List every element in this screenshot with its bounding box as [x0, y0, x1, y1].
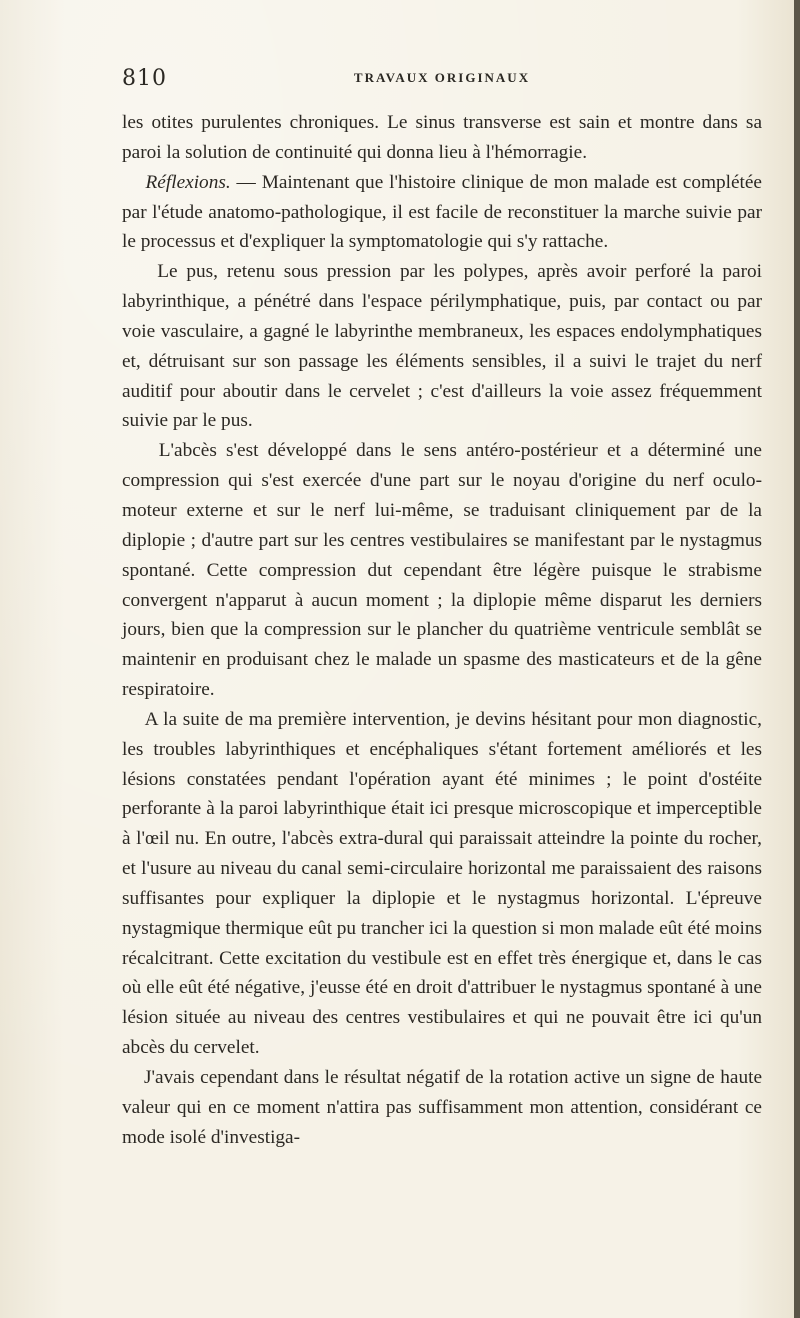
paragraph-text: Le pus, retenu sous pression par les polypes, après avoir perforé la paroi labyrinthique, a pénétré dans l'espace périlymphatique, puis, par contact ou par voie vasculaire, a gagné le labyrinthe membraneux, les espaces endolymphatiques et, détruisant sur son passage les éléments sensibles, il a suivi le trajet du nerf auditif pour aboutir dans le cervelet ; c'est d'ailleurs la voie assez fréquemment suivie par le pus.	[122, 261, 762, 432]
section-lead: Réflexions.	[145, 171, 231, 193]
paragraph-text: L'abcès s'est développé dans le sens antéro-postérieur et a déterminé une compression qui s'est exercée d'une part sur le noyau d'origine du nerf oculo-moteur externe et sur le nerf lui-même, se traduisant cliniquement par de la diplopie ; d'autre part sur les centres vestibulaires se manifestant par le nystagmus spontané. Cette compression dut cependant être légère puisque le strabisme convergent n'apparut à aucun moment ; la diplopie même disparut les derniers jours, bien que la compression sur le plancher du quatrième ventricule semblât se maintenir en produisant chez le malade un spasme des masticateurs et de la gêne respiratoire.	[122, 440, 762, 701]
paragraph	[122, 1063, 762, 1153]
paragraph	[122, 108, 762, 168]
page-number: 810	[122, 66, 167, 91]
running-title: TRAVAUX ORIGINAUX	[353, 70, 531, 85]
paragraph-text: les otites purulentes chroniques. Le sinus transverse est sain et montre dans sa paroi la solution de continuité qui donna lieu à l'hémorragie.	[122, 112, 762, 163]
paragraph-text: J'avais cependant dans le résultat négatif de la rotation active un signe de haute valeur qui en ce moment n'attira pas suffisamment mon attention, considérant ce mode isolé d'investiga-	[122, 1067, 763, 1148]
paragraph	[122, 257, 762, 436]
paragraph-text: A la suite de ma première intervention, je devins hésitant pour mon diagnostic, les troubles labyrinthiques et encéphaliques s'étant fortement améliorés et les lésions constatées pendant l'opération ayant été minimes ; le point d'ostéite perforante à la paroi labyrinthique était ici presque microscopique et imperceptible à l'œil nu. En outre, l'abcès extra-dural qui paraissait atteindre la pointe du rocher, et l'usure au niveau du canal semi-circulaire horizontal me paraissaient des raisons suffisantes pour expliquer la diplopie et le nystagmus horizontal. L'épreuve nystagmique thermique eût pu trancher ici la question si mon malade eût été moins récalcitrant. Cette excitation du vestibule est en effet très énergique et, dans le cas où elle eût été négative, j'eusse été en droit d'attribuer le nystagmus spontané à une lésion située au niveau des centres vestibulaires et qui ne pouvait être ici qu'un abcès du cervelet.	[122, 708, 762, 1059]
paragraph	[122, 168, 762, 258]
body-text	[122, 108, 762, 1153]
page-header	[122, 66, 762, 96]
paragraph	[122, 705, 762, 1063]
page-edge-shadow	[794, 0, 800, 1318]
paragraph-text: — Maintenant que l'histoire clinique de mon malade est complétée par l'étude anatomo-pathologique, il est facile de reconstituer la marche suivie par le processus et d'expliquer la symptomatologie qui s'y rattache.	[122, 171, 762, 253]
paragraph	[122, 436, 762, 705]
